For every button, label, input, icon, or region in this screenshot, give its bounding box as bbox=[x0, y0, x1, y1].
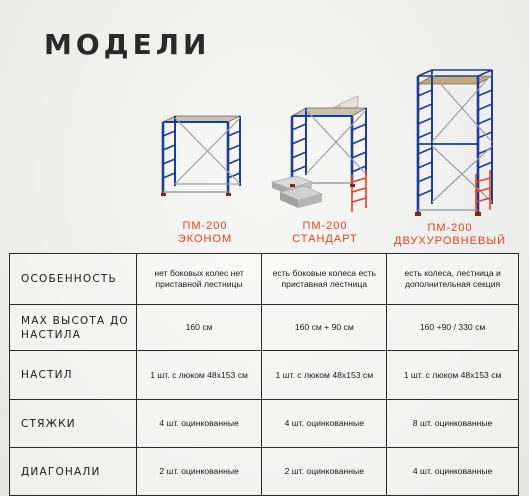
model-econom-image bbox=[160, 112, 250, 212]
row-label: MAX ВЫСОТА ДО НАСТИЛА bbox=[10, 305, 137, 351]
table-row bbox=[10, 254, 519, 305]
table-cell: 4 шт. оцинкованные bbox=[387, 448, 519, 496]
specs-table bbox=[9, 253, 519, 496]
model-two-level-caption bbox=[394, 222, 506, 248]
model-econom-variant: ЭКОНОМ bbox=[177, 233, 233, 245]
table-cell: 1 шт. с люком 48х153 см bbox=[262, 351, 387, 400]
table-cell: нет боковых колес нет приставной лестницы bbox=[136, 254, 262, 305]
model-two-level-variant: ДВУХУРОВНЕВЫЙ bbox=[394, 235, 506, 247]
table-cell: 2 шт. оцинкованные bbox=[136, 448, 262, 496]
table-cell: есть боковые колеса есть приставная лестница bbox=[262, 254, 387, 305]
model-standard-variant: СТАНДАРТ bbox=[292, 233, 358, 245]
table-row bbox=[10, 448, 519, 496]
table-cell: 4 шт. оцинкованные bbox=[262, 400, 387, 448]
table-cell: 2 шт. оцинкованные bbox=[262, 448, 387, 496]
model-two-level-name: ПМ-200 bbox=[427, 222, 473, 234]
row-label: НАСТИЛ bbox=[10, 351, 137, 400]
table-cell: 8 шт. оцинкованные bbox=[387, 400, 519, 448]
table-cell: 160 см bbox=[136, 305, 262, 351]
row-label: ДИАГОНАЛИ bbox=[10, 448, 137, 496]
table-cell: 160 см + 90 см bbox=[262, 305, 387, 351]
page-title: МОДЕЛИ bbox=[44, 28, 211, 61]
table-cell: 1 шт. с люком 48х153 см bbox=[387, 351, 519, 400]
table-cell: есть колеса, лестница и дополнительная секция bbox=[387, 254, 519, 305]
model-standard-image bbox=[270, 90, 380, 215]
model-two-level-image bbox=[412, 64, 502, 220]
row-label: СТЯЖКИ bbox=[10, 400, 137, 448]
table-cell: 1 шт. с люком 48х153 см bbox=[136, 351, 262, 400]
table-row bbox=[10, 400, 519, 448]
model-econom-name: ПМ-200 bbox=[182, 220, 228, 232]
model-standard-name: ПМ-200 bbox=[302, 220, 348, 232]
table-row bbox=[10, 305, 519, 351]
row-label: ОСОБЕННОСТЬ bbox=[10, 254, 137, 305]
table-cell: 160 +90 / 330 см bbox=[387, 305, 519, 351]
table-row bbox=[10, 351, 519, 400]
model-econom-caption bbox=[160, 220, 250, 246]
table-cell: 4 шт. оцинкованные bbox=[136, 400, 262, 448]
model-standard-caption bbox=[280, 220, 370, 246]
